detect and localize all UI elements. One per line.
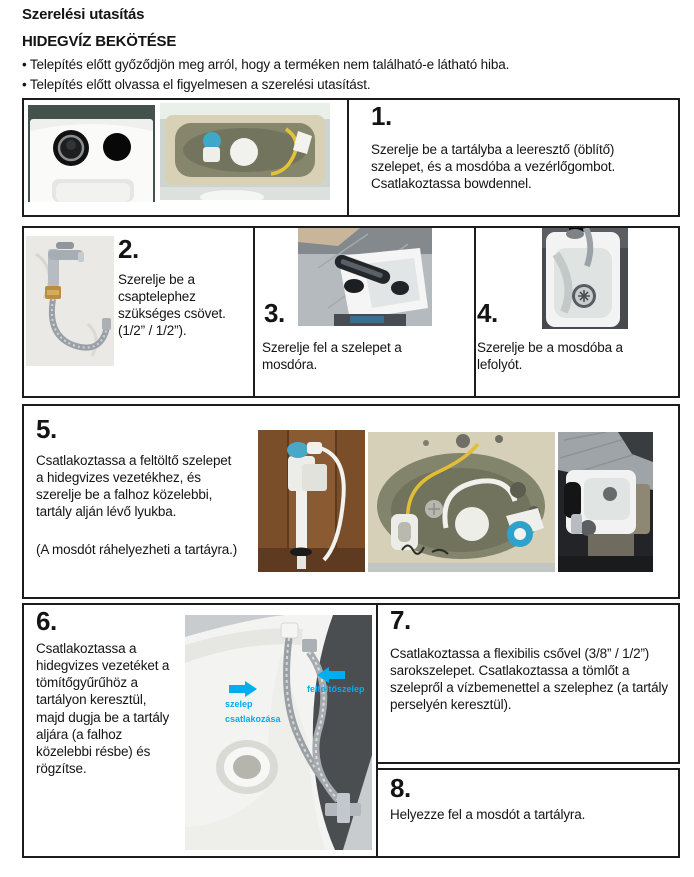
step-text: Helyezze fel a mosdót a tartályra. bbox=[390, 807, 586, 822]
photo-cistern-inside-top bbox=[160, 103, 330, 200]
step-text: Csatlakoztassa a flexibilis csővel (3/8” / 1/2”) sarokszelepet. Csatlakoztassa a tömlőt a szelepről a vízbemenettel a szelephez (a tartály perselyén keresztül). bbox=[390, 646, 668, 713]
step-number: 1. bbox=[371, 101, 392, 131]
photo-tank-interior bbox=[368, 432, 555, 572]
photo-basin-drain bbox=[542, 228, 628, 329]
photo-faucet-hose bbox=[26, 236, 114, 366]
step-number: 4. bbox=[477, 298, 498, 328]
bullet-item: • Telepítés előtt olvassa el figyelmesen a szerelési utasítást. bbox=[22, 77, 371, 92]
step-number: 7. bbox=[390, 605, 411, 635]
step-note: (A mosdót ráhelyezheti a tartáyra.) bbox=[36, 542, 238, 557]
step-number: 5. bbox=[36, 414, 57, 444]
valve-connection-label-line2: csatlakozása bbox=[225, 714, 281, 724]
step-text: Szerelje be a csaptelephez szükséges csövet. (1/2” / 1/2”). bbox=[118, 272, 226, 339]
step-text: Csatlakoztassa a feltöltő szelepet a hidegvizes vezetékhez, és szerelje be a falhoz közelebbi, tartály alján lévő lyukba. bbox=[36, 453, 232, 520]
step-text: Csatlakoztassa a hidegvizes vezetéket a tömítőgyűrűhöz a tartályon keresztül, majd dugja be a tartály aljára (a falhoz közelebbi résbe) és rögzítse. bbox=[36, 641, 170, 776]
photo-tap-on-basin bbox=[298, 228, 432, 326]
photo-basin-on-tank bbox=[558, 432, 653, 572]
step-text: Szerelje be a tartályba a leeresztő (öblítő) szelepet, és a mosdóba a vezérlőgombot. Csatlakoztassa bowdennel. bbox=[371, 142, 616, 192]
step-text: Szerelje be a mosdóba a lefolyót. bbox=[477, 340, 623, 373]
photo-cistern-front bbox=[28, 105, 155, 202]
fill-valve-label: feltöltőszelep bbox=[307, 684, 365, 694]
step-number: 3. bbox=[264, 298, 285, 328]
step-text: Szerelje fel a szelepet a mosdóra. bbox=[262, 340, 402, 373]
photo-hose-connections-annotated bbox=[185, 615, 372, 850]
step-number: 2. bbox=[118, 234, 139, 264]
bullet-item: • Telepítés előtt győződjön meg arról, hogy a terméken nem található-e látható hiba. bbox=[22, 57, 510, 72]
step-number: 6. bbox=[36, 606, 57, 636]
page-title: Szerelési utasítás bbox=[22, 6, 145, 23]
section-heading: HIDEGVÍZ BEKÖTÉSE bbox=[22, 33, 177, 50]
step-number: 8. bbox=[390, 773, 411, 803]
photo-fill-valve bbox=[258, 430, 365, 572]
valve-connection-label-line1: szelep bbox=[225, 699, 253, 709]
